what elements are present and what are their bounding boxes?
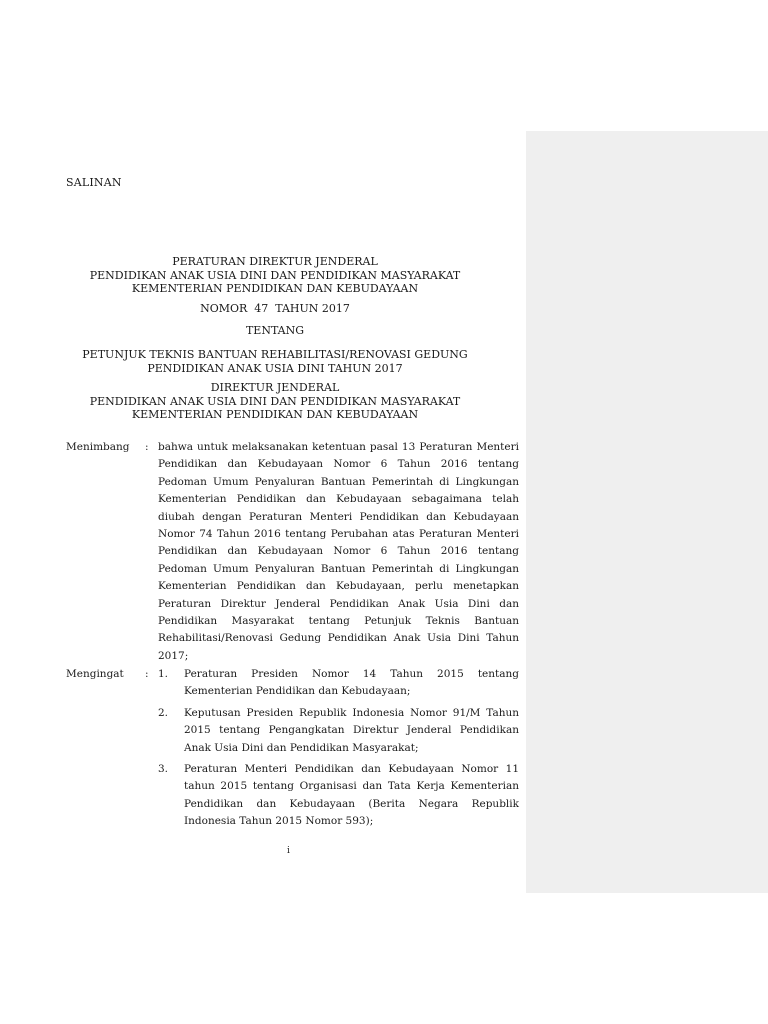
tentang-line: TENTANG <box>245 324 305 337</box>
list-item-text: Peraturan Menteri Pendidikan dan Kebudayaan Nomor 11 tahun 2015 tentang Organisasi dan Tata Kerja Kementerian Pendidikan dan Kebudayaan (Berita Negara Republik Indonesia Tahun 2015 Nomor 593); <box>184 763 519 828</box>
mengingat-list <box>158 666 519 835</box>
regulation-title <box>80 255 470 296</box>
title-line: KEMENTERIAN PENDIDIKAN DAN KEBUDAYAAN <box>131 282 419 295</box>
issuer-line: PENDIDIKAN ANAK USIA DINI DAN PENDIDIKAN MASYARAKAT <box>89 394 461 408</box>
menimbang-colon: : <box>145 441 149 453</box>
list-item-number: 2. <box>158 706 169 719</box>
list-item-text: Keputusan Presiden Republik Indonesia Nomor 91/M Tahun 2015 tentang Pengangkatan Direktur Jenderal Pendidikan Anak Usia Dini dan Pendidikan Masyarakat; <box>184 706 519 754</box>
mengingat-colon: : <box>145 668 149 680</box>
issuer-line: KEMENTERIAN PENDIDIKAN DAN KEBUDAYAAN <box>131 408 419 421</box>
title-line: PENDIDIKAN ANAK USIA DINI DAN PENDIDIKAN MASYARAKAT <box>89 268 461 282</box>
list-item <box>158 761 519 831</box>
tentang-heading <box>80 324 470 338</box>
regulation-subject <box>80 348 470 375</box>
page-number: i <box>287 846 290 856</box>
issuer-block <box>80 381 470 422</box>
comment-pane <box>526 131 768 893</box>
salinan-label: SALINAN <box>66 176 122 189</box>
issuer-line: DIREKTUR JENDERAL <box>210 381 340 394</box>
menimbang-label: Menimbang <box>66 441 130 453</box>
title-line: PERATURAN DIREKTUR JENDERAL <box>172 255 378 268</box>
list-item-text: Peraturan Presiden Nomor 14 Tahun 2015 tentang Kementerian Pendidikan dan Kebudayaan; <box>184 668 519 698</box>
list-item-number: 3. <box>158 763 169 776</box>
mengingat-label: Mengingat <box>66 668 124 680</box>
list-item-number: 1. <box>158 668 169 680</box>
nomor-line: NOMOR 47 TAHUN 2017 <box>200 302 350 315</box>
subject-line: PETUNJUK TEKNIS BANTUAN REHABILITASI/RENOVASI GEDUNG <box>82 348 468 361</box>
menimbang-paragraph: bahwa untuk melaksanakan ketentuan pasal 13 Peraturan Menteri Pendidikan dan Kebudayaan Nomor 6 Tahun 2016 tentang Pedoman Umum Penyaluran Bantuan Pemerintah di Lingkungan Kementerian Pendidikan dan Kebudayaan sebagaimana telah diubah dengan Peraturan Menteri Pendidikan dan Kebudayaan Nomor 74 Tahun 2016 tentang Perubahan atas Peraturan Menteri Pendidikan dan Kebudayaan Nomor 6 Tahun 2016 tentang Pedoman Umum Penyaluran Bantuan Pemerintah di Lingkungan Kementerian Pendidikan dan Kebudayaan, perlu menetapkan Peraturan Direktur Jenderal Pendidikan Anak Usia Dini dan Pendidikan Masyarakat tentang Petunjuk Teknis Bantuan Rehabilitasi/Renovasi Gedung Pendidikan Anak Usia Dini Tahun 2017; <box>158 441 519 662</box>
subject-line: PENDIDIKAN ANAK USIA DINI TAHUN 2017 <box>147 361 403 375</box>
list-item <box>158 666 519 701</box>
list-item <box>158 705 519 757</box>
regulation-number <box>80 302 470 316</box>
